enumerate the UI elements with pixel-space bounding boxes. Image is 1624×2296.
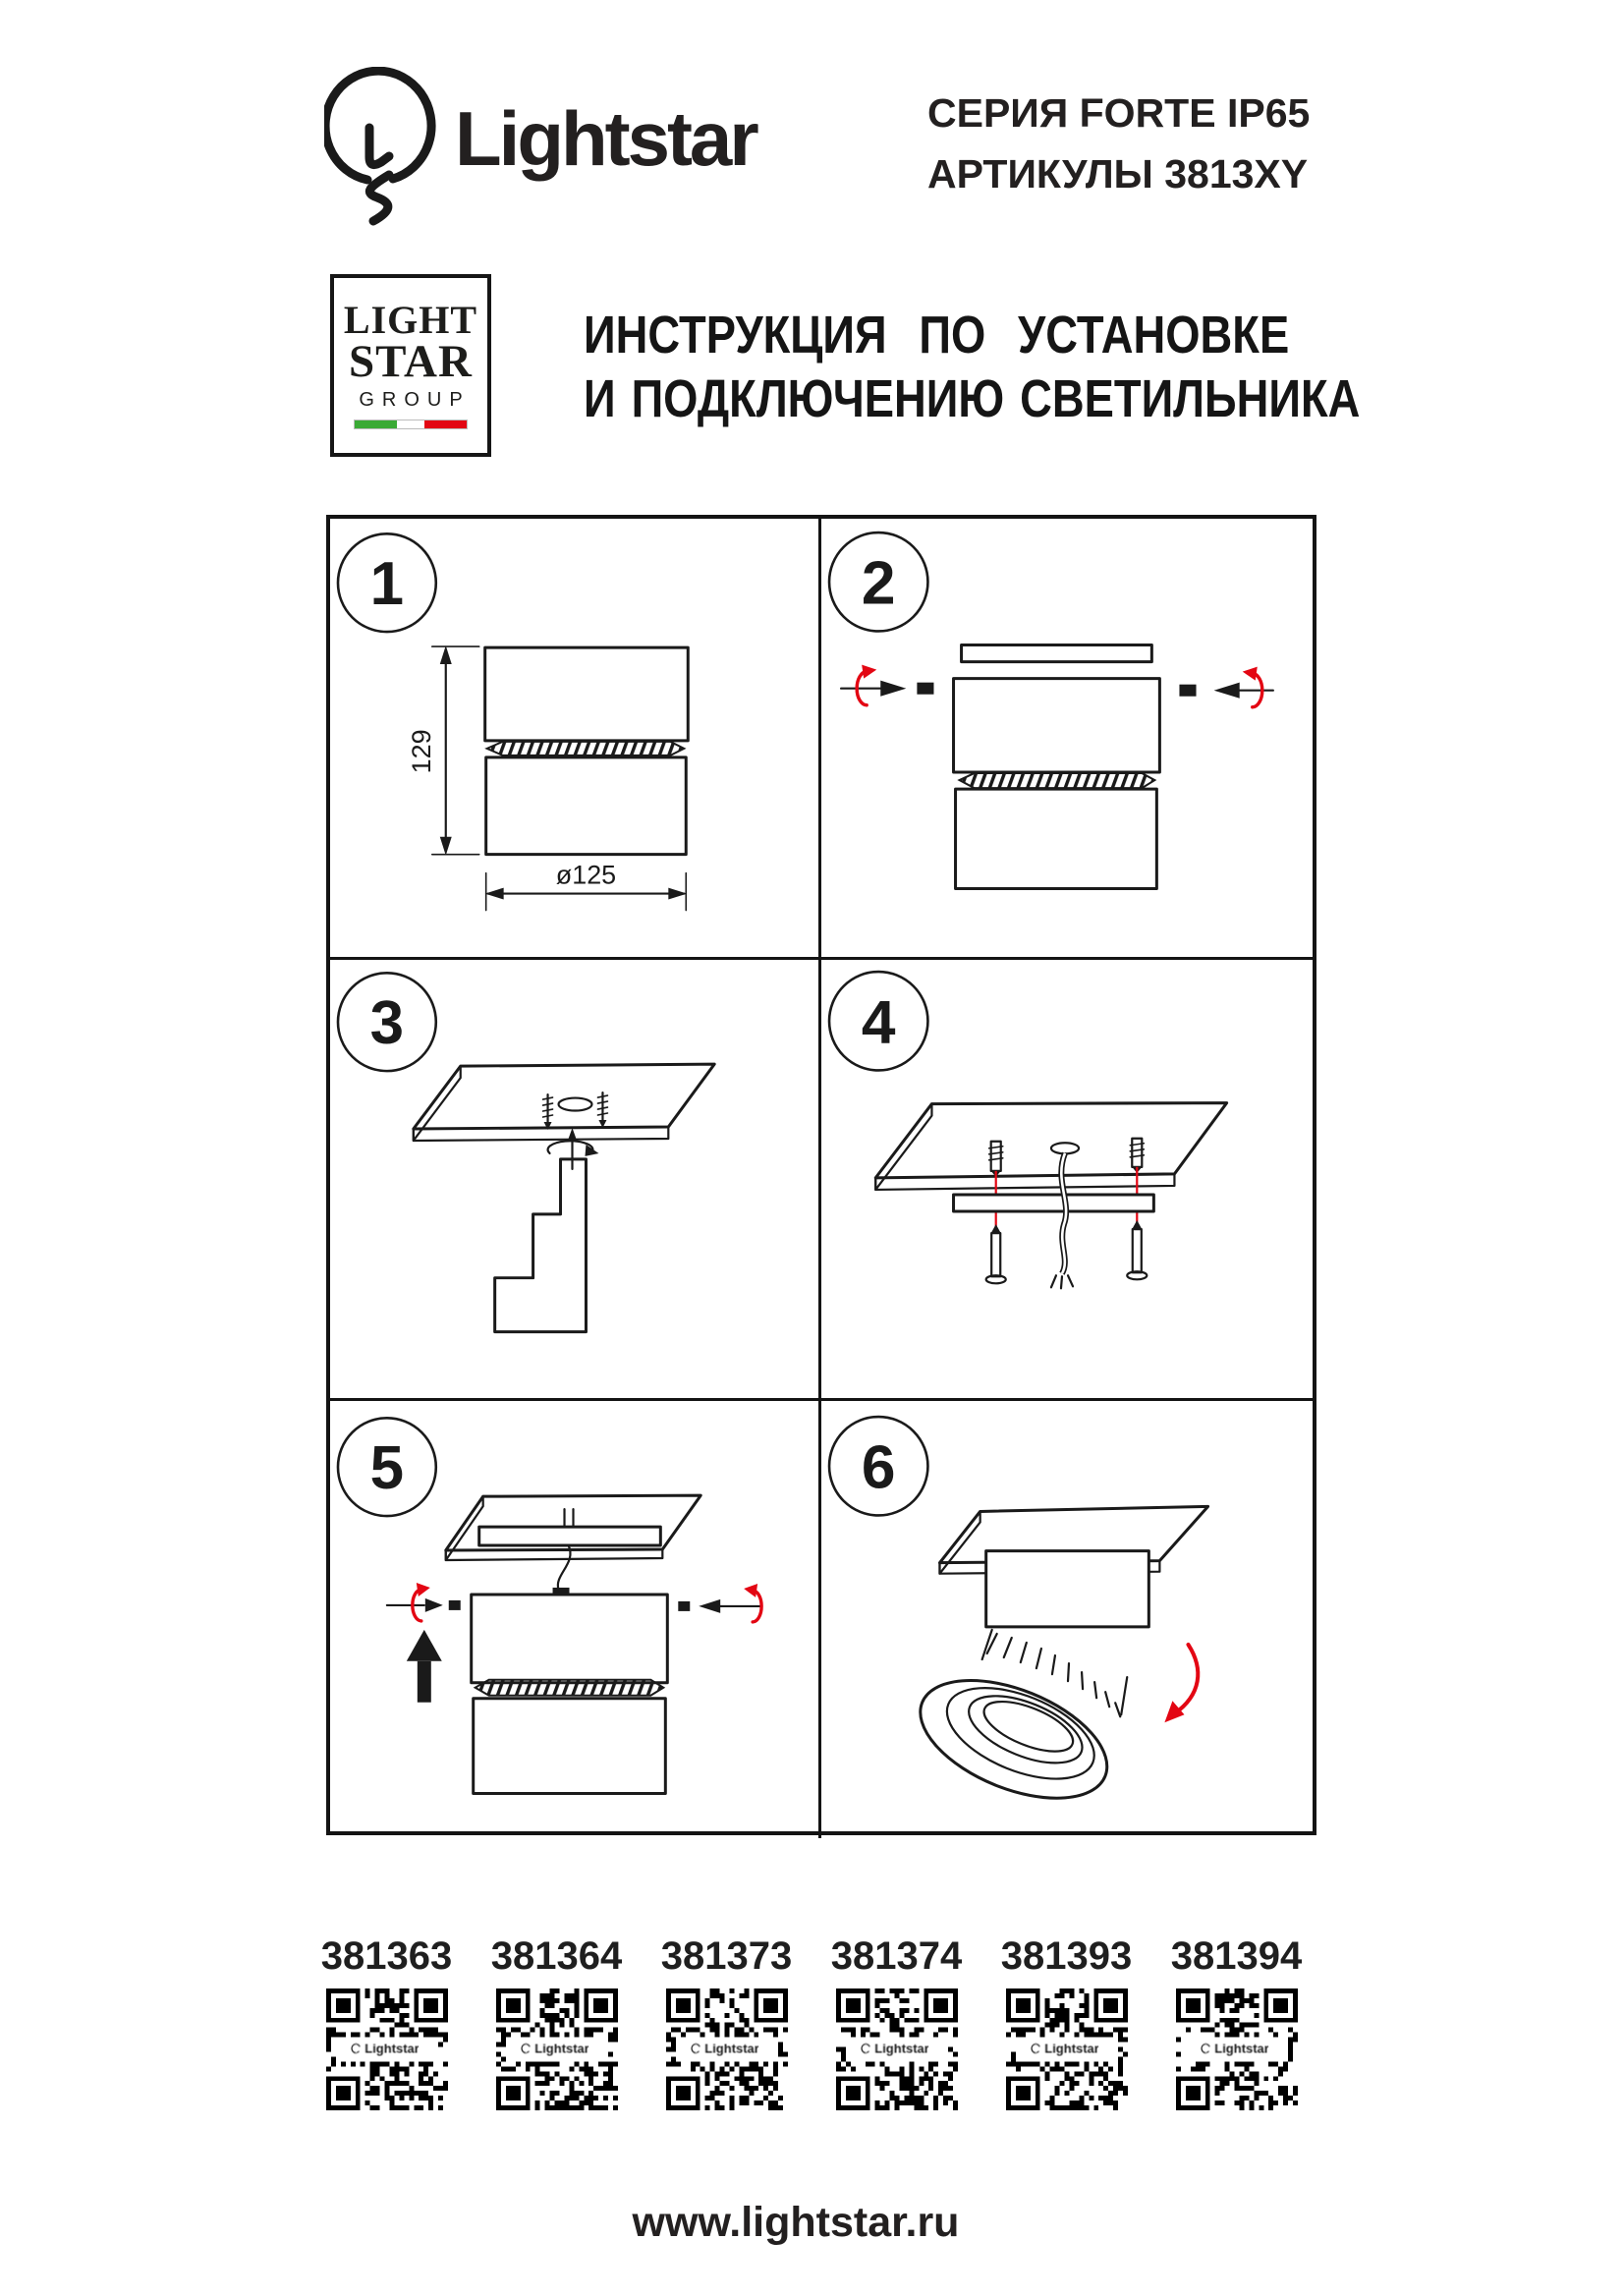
step-number: 1 xyxy=(369,550,405,619)
step-number: 2 xyxy=(861,549,896,618)
article-item xyxy=(472,1933,642,2110)
step-4-cell xyxy=(821,960,1313,1401)
series-line1: СЕРИЯ FORTE IP65 xyxy=(927,90,1311,136)
step-2-cell xyxy=(821,519,1313,960)
step-number-badge xyxy=(829,972,927,1070)
page-title xyxy=(584,306,1361,428)
qr-code xyxy=(496,1988,618,2110)
step-3-drawing xyxy=(330,960,818,1398)
step-number: 6 xyxy=(861,1432,896,1501)
flag-red-stripe xyxy=(424,420,467,428)
step-number: 5 xyxy=(369,1433,405,1502)
lightstar-bulb-icon xyxy=(324,67,447,234)
step-number: 3 xyxy=(369,988,405,1057)
step-number-badge xyxy=(829,532,927,631)
article-item xyxy=(642,1933,812,2110)
articles-block xyxy=(302,1933,1321,2110)
article-number: 381374 xyxy=(830,1934,963,1978)
article-item xyxy=(981,1933,1151,2110)
title-line2: И ПОДКЛЮЧЕНИЮ СВЕТИЛЬНИКА xyxy=(584,369,1361,428)
lamp-dimension-drawing xyxy=(407,645,688,910)
step-number-badge xyxy=(338,973,436,1071)
step-number-badge xyxy=(338,1418,436,1516)
step-4-drawing xyxy=(821,960,1313,1398)
step-number-badge xyxy=(338,533,436,632)
lamp-rotation-drawing xyxy=(904,1506,1208,1821)
article-item xyxy=(302,1933,472,2110)
series-info xyxy=(927,83,1310,204)
instruction-grid xyxy=(326,515,1316,1835)
step-number: 4 xyxy=(861,988,896,1057)
article-number: 381363 xyxy=(320,1934,453,1978)
step-number-badge xyxy=(829,1417,927,1515)
group-logo-word2: STAR xyxy=(349,336,473,387)
up-arrow-icon xyxy=(407,1629,442,1660)
rotation-arrow-icon xyxy=(1174,1645,1198,1713)
step-3-cell xyxy=(330,960,821,1401)
italian-flag xyxy=(354,420,468,429)
group-logo-word1: LIGHT xyxy=(343,298,478,342)
step-1-drawing xyxy=(330,519,818,957)
qr-code xyxy=(666,1988,788,2110)
step-2-drawing xyxy=(821,519,1313,957)
article-number: 381364 xyxy=(490,1934,623,1978)
brand-wordmark: Lightstar xyxy=(455,95,756,182)
group-logo-word3: GROUP xyxy=(359,389,471,411)
step-5-cell xyxy=(330,1401,821,1839)
qr-code xyxy=(1176,1988,1298,2110)
step-6-cell xyxy=(821,1401,1313,1839)
step-5-drawing xyxy=(330,1401,818,1839)
bracket-mounting-drawing xyxy=(875,1102,1226,1288)
flag-white-stripe xyxy=(397,420,423,428)
footer-url: www.lightstar.ru xyxy=(632,2199,960,2246)
step-6-drawing xyxy=(821,1401,1313,1839)
article-number: 381393 xyxy=(1000,1934,1133,1978)
qr-code xyxy=(836,1988,958,2110)
step-1-cell xyxy=(330,519,821,960)
height-dimension-label: 129 xyxy=(406,729,436,774)
article-item xyxy=(812,1933,981,2110)
lamp-disassembly-drawing xyxy=(841,645,1273,889)
article-number: 381373 xyxy=(660,1934,793,1978)
article-item xyxy=(1151,1933,1321,2110)
lightstar-group-logo xyxy=(330,274,491,457)
series-line2: АРТИКУЛЫ 3813XY xyxy=(927,151,1309,196)
ceiling-drilling-drawing xyxy=(414,1064,714,1331)
lamp-attachment-drawing xyxy=(387,1495,761,1793)
qr-code xyxy=(326,1988,448,2110)
title-line1: ИНСТРУКЦИЯ ПО УСТАНОВКЕ xyxy=(584,306,1290,364)
flag-green-stripe xyxy=(355,420,397,428)
article-number: 381394 xyxy=(1170,1934,1303,1978)
diameter-dimension-label: ø125 xyxy=(555,860,617,890)
qr-code xyxy=(1006,1988,1128,2110)
